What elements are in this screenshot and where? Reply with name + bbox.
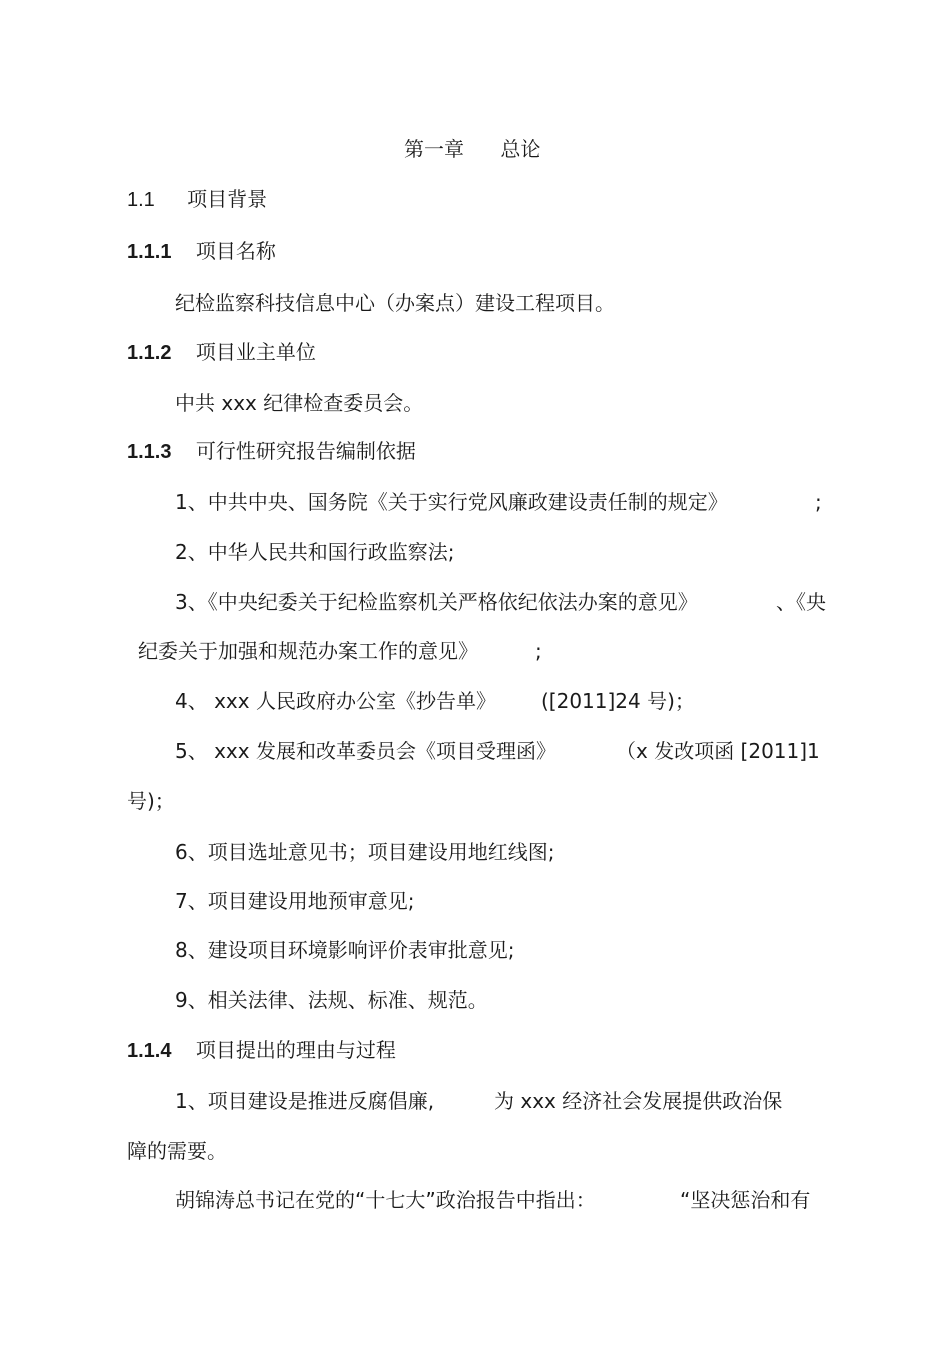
list-item-tail: ; <box>535 639 542 663</box>
paragraph: 中共 xxx 纪律检查委员会。 <box>175 391 424 415</box>
list-item-tail: ; <box>815 490 822 514</box>
subsection-heading-1-1-1 <box>127 238 276 265</box>
paragraph: 胡锦涛总书记在党的“十七大”政治报告中指出： <box>175 1188 596 1212</box>
list-item: 5、 xxx 发展和改革委员会《项目受理函》 <box>175 739 556 763</box>
subsection-title: 项目提出的理由与过程 <box>195 1038 396 1062</box>
subsection-number: 1.1.1 <box>127 241 172 263</box>
subsection-heading-1-1-3 <box>127 438 416 465</box>
list-item: 7、项目建设用地预审意见; <box>175 889 415 913</box>
paragraph: 1、项目建设是推进反腐倡廉, <box>175 1089 435 1113</box>
list-item: 9、相关法律、法规、标准、规范。 <box>175 988 488 1012</box>
paragraph: “坚决惩治和有 <box>680 1188 811 1212</box>
chapter-name: 总论 <box>500 137 541 161</box>
subsection-heading-1-1-2 <box>127 339 316 366</box>
paragraph-continuation: 障的需要。 <box>127 1139 227 1163</box>
subsection-number: 1.1.3 <box>127 441 172 463</box>
list-item: 8、建设项目环境影响评价表审批意见; <box>175 938 515 962</box>
paragraph: 为 xxx 经济社会发展提供政治保 <box>494 1089 783 1113</box>
subsection-number: 1.1.4 <box>127 1040 172 1062</box>
list-item <box>175 489 728 515</box>
list-item-tail: （x 发改项函 [2011]1 <box>616 739 820 763</box>
chapter-prefix: 第一章 <box>404 137 464 161</box>
list-item-tail: ([2011]24 号)； <box>541 689 695 713</box>
list-item: 3、《中央纪委关于纪检监察机关严格依纪依法办案的意见》 <box>175 590 698 614</box>
subsection-number: 1.1.2 <box>127 342 172 364</box>
list-item-continuation: 号)； <box>127 789 175 813</box>
chapter-title <box>404 136 540 162</box>
paragraph: 纪检监察科技信息中心（办案点）建设工程项目。 <box>175 291 615 315</box>
list-item-text: 1、中共中央、国务院《关于实行党风廉政建设责任制的规定》 <box>175 490 728 514</box>
list-item: 2、中华人民共和国行政监察法; <box>175 540 455 564</box>
subsection-heading-1-1-4 <box>127 1037 396 1064</box>
subsection-title: 项目业主单位 <box>195 340 316 364</box>
subsection-title: 可行性研究报告编制依据 <box>195 439 416 463</box>
section-number: 1.1 <box>127 189 155 211</box>
list-item: 4、 xxx 人民政府办公室《抄告单》 <box>175 689 496 713</box>
section-title: 项目背景 <box>187 187 268 211</box>
subsection-title: 项目名称 <box>195 239 276 263</box>
list-item-continuation: 纪委关于加强和规范办案工作的意见》 <box>138 639 478 663</box>
list-item-tail: 、《央 <box>776 590 826 614</box>
list-item: 6、项目选址意见书；项目建设用地红线图; <box>175 840 555 864</box>
section-heading-1-1 <box>127 186 267 213</box>
